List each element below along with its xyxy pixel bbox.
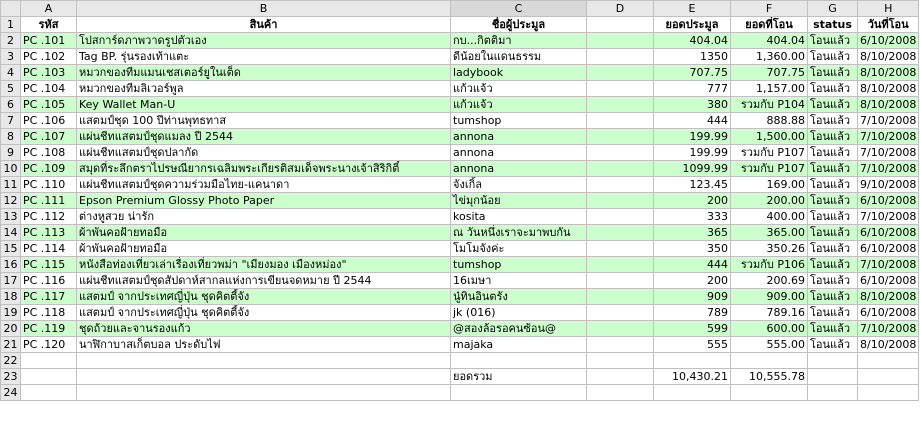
bidder-cell[interactable]: จังเกิ้ล [451,177,587,193]
empty-cell[interactable] [858,369,919,385]
empty-cell[interactable] [587,177,654,193]
table-row [1,129,919,145]
code-cell[interactable]: PC .114 [21,241,77,257]
header-bidder-cell[interactable]: ชื่อผู้ประมูล [451,17,587,33]
bidder-cell[interactable]: ไข่มุกน้อย [451,193,587,209]
total-row [1,369,919,385]
bidder-cell[interactable]: kosita [451,209,587,225]
status-cell[interactable]: โอนแล้ว [808,145,858,161]
code-cell[interactable]: PC .107 [21,129,77,145]
status-cell[interactable]: โอนแล้ว [808,33,858,49]
code-cell[interactable]: PC .115 [21,257,77,273]
product-cell[interactable]: Epson Premium Glossy Photo Paper [77,193,451,209]
transfer-date-cell[interactable]: 7/10/2008 [858,321,919,337]
empty-cell[interactable] [587,257,654,273]
code-cell[interactable]: PC .116 [21,273,77,289]
transfer-amount-cell[interactable]: 200.69 [731,273,808,289]
empty-cell[interactable] [808,385,858,401]
select-all-corner[interactable] [1,1,21,17]
empty-cell[interactable] [587,49,654,65]
empty-cell[interactable] [21,353,77,369]
transfer-date-cell[interactable]: 8/10/2008 [858,97,919,113]
empty-cell[interactable] [451,353,587,369]
bidder-cell[interactable]: @สองล้อรอคนซ้อน@ [451,321,587,337]
empty-cell[interactable] [587,65,654,81]
table-row [1,97,919,113]
empty-cell[interactable] [587,81,654,97]
bid-amount-cell[interactable]: 909 [654,289,731,305]
bidder-cell[interactable]: majaka [451,337,587,353]
row-number[interactable]: 4 [1,65,21,81]
row-number[interactable]: 1 [1,17,21,33]
code-cell[interactable]: PC .111 [21,193,77,209]
row-number[interactable]: 17 [1,273,21,289]
row-number[interactable]: 8 [1,129,21,145]
column-header-g[interactable]: G [808,1,858,17]
status-cell[interactable]: โอนแล้ว [808,65,858,81]
transfer-date-cell[interactable]: 6/10/2008 [858,193,919,209]
code-cell[interactable]: PC .119 [21,321,77,337]
transfer-amount-cell[interactable]: 200.00 [731,193,808,209]
status-cell[interactable]: โอนแล้ว [808,225,858,241]
product-cell[interactable]: Tag BP. รุ่นรองเท้าแตะ [77,49,451,65]
transfer-amount-cell[interactable]: 555.00 [731,337,808,353]
row-number[interactable]: 3 [1,49,21,65]
bid-total-cell[interactable]: 10,430.21 [654,369,731,385]
table-row [1,33,919,49]
transfer-amount-cell[interactable]: 1,360.00 [731,49,808,65]
product-cell[interactable]: หนังสือท่องเที่ยวเล่าเรื่องเที่ยวพม่า "เมียงมอง เมืองหม่อง" [77,257,451,273]
transfer-date-cell[interactable]: 9/10/2008 [858,177,919,193]
empty-cell[interactable] [858,385,919,401]
bid-amount-cell[interactable]: 333 [654,209,731,225]
bid-amount-cell[interactable]: 444 [654,257,731,273]
transfer-date-cell[interactable]: 6/10/2008 [858,33,919,49]
row-number[interactable]: 7 [1,113,21,129]
bid-amount-cell[interactable]: 380 [654,97,731,113]
row-number[interactable]: 14 [1,225,21,241]
row-number[interactable]: 10 [1,161,21,177]
status-cell[interactable]: โอนแล้ว [808,161,858,177]
table-row [1,225,919,241]
header-status-cell[interactable]: status [808,17,858,33]
bid-amount-cell[interactable]: 777 [654,81,731,97]
transfer-date-cell[interactable]: 6/10/2008 [858,273,919,289]
transfer-amount-cell[interactable]: 365.00 [731,225,808,241]
code-cell[interactable]: PC .110 [21,177,77,193]
column-header-row [1,1,919,17]
table-row [1,145,919,161]
transfer-date-cell[interactable]: 7/10/2008 [858,129,919,145]
transfer-date-cell[interactable]: 6/10/2008 [858,241,919,257]
bidder-cell[interactable]: กบ...กิตติมา [451,33,587,49]
bidder-cell[interactable]: tumshop [451,257,587,273]
status-cell[interactable]: โอนแล้ว [808,81,858,97]
product-cell[interactable]: แผ่นชีทแสตมป์ชุดความร่วมมือไทย-แคนาดา [77,177,451,193]
transfer-date-cell[interactable]: 8/10/2008 [858,289,919,305]
column-header-f[interactable]: F [731,1,808,17]
status-cell[interactable]: โอนแล้ว [808,273,858,289]
transfer-date-cell[interactable]: 7/10/2008 [858,161,919,177]
bidder-cell[interactable]: แก้วแจ้ว [451,97,587,113]
empty-cell[interactable] [587,305,654,321]
transfer-amount-cell[interactable]: 400.00 [731,209,808,225]
code-cell[interactable]: PC .101 [21,33,77,49]
bidder-cell[interactable]: แก้วแจ้ว [451,81,587,97]
code-cell[interactable]: PC .117 [21,289,77,305]
row-number[interactable]: 12 [1,193,21,209]
table-row [1,305,919,321]
code-cell[interactable]: PC .108 [21,145,77,161]
bidder-cell[interactable]: annona [451,145,587,161]
bid-amount-cell[interactable]: 707.75 [654,65,731,81]
code-cell[interactable]: PC .109 [21,161,77,177]
empty-cell[interactable] [731,385,808,401]
row-number[interactable]: 2 [1,33,21,49]
column-header-c[interactable]: C [451,1,587,17]
status-cell[interactable]: โอนแล้ว [808,193,858,209]
bidder-cell[interactable]: 16เมษา [451,273,587,289]
empty-cell[interactable] [587,385,654,401]
status-cell[interactable]: โอนแล้ว [808,337,858,353]
empty-cell[interactable] [587,129,654,145]
transfer-amount-cell[interactable]: 404.04 [731,33,808,49]
status-cell[interactable]: โอนแล้ว [808,289,858,305]
bidder-cell[interactable]: ดีน้อยในแดนธรรม [451,49,587,65]
transfer-amount-cell[interactable]: รวมกับ P104 [731,97,808,113]
transfer-amount-cell[interactable]: รวมกับ P107 [731,161,808,177]
transfer-date-cell[interactable]: 7/10/2008 [858,209,919,225]
bid-amount-cell[interactable]: 1099.99 [654,161,731,177]
table-row [1,337,919,353]
table-row [1,81,919,97]
empty-cell[interactable] [77,385,451,401]
product-cell[interactable]: แสตมป์ชุด 100 ปีท่านพุทธทาส [77,113,451,129]
bid-amount-cell[interactable]: 789 [654,305,731,321]
transfer-amount-cell[interactable]: รวมกับ P106 [731,257,808,273]
bidder-cell[interactable]: tumshop [451,113,587,129]
transfer-date-cell[interactable]: 8/10/2008 [858,337,919,353]
transfer-amount-cell[interactable]: รวมกับ P107 [731,145,808,161]
row-number[interactable]: 5 [1,81,21,97]
bidder-cell[interactable]: annona [451,161,587,177]
bid-amount-cell[interactable]: 444 [654,113,731,129]
row-number[interactable]: 6 [1,97,21,113]
bidder-cell[interactable]: annona [451,129,587,145]
product-cell[interactable]: ชุดถ้วยและจานรองแก้ว [77,321,451,337]
total-label-cell[interactable]: ยอดรวม [451,369,587,385]
transfer-date-cell[interactable]: 6/10/2008 [858,225,919,241]
transfer-amount-cell[interactable]: 909.00 [731,289,808,305]
empty-cell[interactable] [587,97,654,113]
product-cell[interactable]: ต่างหูสวย น่ารัก [77,209,451,225]
table-row [1,113,919,129]
row-number[interactable]: 21 [1,337,21,353]
transfer-amount-cell[interactable]: 1,157.00 [731,81,808,97]
header-d-cell[interactable] [587,17,654,33]
empty-cell[interactable] [731,353,808,369]
product-cell[interactable]: แสตมป์ จากประเทศญี่ปุ่น ชุดคิตตี้จัง [77,289,451,305]
header-bid-amount-cell[interactable]: ยอดประมูล [654,17,731,33]
bid-amount-cell[interactable]: 200 [654,273,731,289]
column-header-b[interactable]: B [77,1,451,17]
empty-row [1,385,919,401]
transfer-date-cell[interactable]: 8/10/2008 [858,65,919,81]
status-cell[interactable]: โอนแล้ว [808,241,858,257]
table-row [1,289,919,305]
header-transfer-amount-cell[interactable]: ยอดที่โอน [731,17,808,33]
empty-cell[interactable] [587,353,654,369]
empty-cell[interactable] [587,321,654,337]
empty-cell[interactable] [77,353,451,369]
empty-cell[interactable] [587,33,654,49]
status-cell[interactable]: โอนแล้ว [808,129,858,145]
transfer-amount-cell[interactable]: 1,500.00 [731,129,808,145]
transfer-amount-cell[interactable]: 707.75 [731,65,808,81]
transfer-amount-cell[interactable]: 350.26 [731,241,808,257]
table-row [1,65,919,81]
empty-cell[interactable] [21,385,77,401]
empty-cell[interactable] [587,161,654,177]
table-header-row [1,17,919,33]
code-cell[interactable]: PC .106 [21,113,77,129]
status-cell[interactable]: โอนแล้ว [808,257,858,273]
header-transfer-date-cell[interactable]: วันที่โอน [858,17,919,33]
bid-amount-cell[interactable]: 404.04 [654,33,731,49]
empty-cell[interactable] [587,241,654,257]
empty-cell[interactable] [587,369,654,385]
bidder-cell[interactable]: ladybook [451,65,587,81]
status-cell[interactable]: โอนแล้ว [808,305,858,321]
table-row [1,241,919,257]
code-cell[interactable]: PC .120 [21,337,77,353]
empty-cell[interactable] [451,385,587,401]
product-cell[interactable]: ผ้าพันคอฝ้ายทอมือ [77,241,451,257]
table-row [1,177,919,193]
product-cell[interactable]: สมุดที่ระลึกตราไปรษณียากรเฉลิมพระเกียรติสมเด็จพระนางเจ้าสิริกิติ์ [77,161,451,177]
row-number[interactable]: 16 [1,257,21,273]
empty-cell[interactable] [808,369,858,385]
transfer-total-cell[interactable]: 10,555.78 [731,369,808,385]
empty-row [1,353,919,369]
bidder-cell[interactable]: ณ วันหนึ่งเราจะมาพบกัน [451,225,587,241]
empty-cell[interactable] [587,193,654,209]
product-cell[interactable]: หมวกของทีมลิเวอร์พูล [77,81,451,97]
column-header-d[interactable]: D [587,1,654,17]
row-number[interactable]: 22 [1,353,21,369]
bidder-cell[interactable]: โมโมจังค่ะ [451,241,587,257]
table-row [1,209,919,225]
bid-amount-cell[interactable]: 350 [654,241,731,257]
empty-cell[interactable] [808,353,858,369]
table-row [1,321,919,337]
empty-cell[interactable] [587,225,654,241]
bid-amount-cell[interactable]: 200 [654,193,731,209]
empty-cell[interactable] [77,369,451,385]
status-cell[interactable]: โอนแล้ว [808,209,858,225]
transfer-date-cell[interactable]: 8/10/2008 [858,81,919,97]
code-cell[interactable]: PC .103 [21,65,77,81]
product-cell[interactable]: Key Wallet Man-U [77,97,451,113]
status-cell[interactable]: โอนแล้ว [808,113,858,129]
row-number[interactable]: 19 [1,305,21,321]
bidder-cell[interactable]: jk (016) [451,305,587,321]
row-number[interactable]: 13 [1,209,21,225]
empty-cell[interactable] [587,289,654,305]
table-row [1,273,919,289]
product-cell[interactable]: แผ่นชีทแสตมป์ชุดสัปดาห์สากลแห่งการเขียนจดหมาย ปี 2544 [77,273,451,289]
product-cell[interactable]: โปสการ์ดภาพวาดรูปตัวเอง [77,33,451,49]
bid-amount-cell[interactable]: 599 [654,321,731,337]
row-number[interactable]: 24 [1,385,21,401]
header-product-cell[interactable]: สินค้า [77,17,451,33]
product-cell[interactable]: แสตมป์ จากประเทศญี่ปุ่น ชุดคิตตี้จัง [77,305,451,321]
code-cell[interactable]: PC .102 [21,49,77,65]
row-number[interactable]: 11 [1,177,21,193]
empty-cell[interactable] [21,369,77,385]
table-row [1,49,919,65]
header-code-cell[interactable]: รหัส [21,17,77,33]
status-cell[interactable]: โอนแล้ว [808,49,858,65]
bid-amount-cell[interactable]: 199.99 [654,129,731,145]
table-row [1,193,919,209]
transfer-date-cell[interactable]: 6/10/2008 [858,305,919,321]
code-cell[interactable]: PC .104 [21,81,77,97]
transfer-date-cell[interactable]: 7/10/2008 [858,113,919,129]
bid-amount-cell[interactable]: 123.45 [654,177,731,193]
empty-cell[interactable] [587,145,654,161]
bid-amount-cell[interactable]: 555 [654,337,731,353]
product-cell[interactable]: แผ่นชีทแสตมป์ชุดแมลง ปี 2544 [77,129,451,145]
bid-amount-cell[interactable]: 1350 [654,49,731,65]
row-number[interactable]: 9 [1,145,21,161]
status-cell[interactable]: โอนแล้ว [808,177,858,193]
transfer-amount-cell[interactable]: 600.00 [731,321,808,337]
table-row [1,161,919,177]
status-cell[interactable]: โอนแล้ว [808,97,858,113]
status-cell[interactable]: โอนแล้ว [808,321,858,337]
transfer-amount-cell[interactable]: 169.00 [731,177,808,193]
row-number[interactable]: 18 [1,289,21,305]
product-cell[interactable]: หมวกของทีมแมนเชสเตอร์ยูในเต็ด [77,65,451,81]
column-header-e[interactable]: E [654,1,731,17]
column-header-a[interactable]: A [21,1,77,17]
empty-cell[interactable] [654,353,731,369]
transfer-amount-cell[interactable]: 789.16 [731,305,808,321]
empty-cell[interactable] [587,337,654,353]
code-cell[interactable]: PC .113 [21,225,77,241]
product-cell[interactable]: นาฬิกาบาสเก็ตบอล ประดับไฟ [77,337,451,353]
row-number[interactable]: 15 [1,241,21,257]
transfer-date-cell[interactable]: 7/10/2008 [858,145,919,161]
table-row [1,257,919,273]
empty-cell[interactable] [858,353,919,369]
empty-cell[interactable] [587,209,654,225]
empty-cell[interactable] [654,385,731,401]
empty-cell[interactable] [587,273,654,289]
column-header-h[interactable]: H [858,1,919,17]
transfer-amount-cell[interactable]: 888.88 [731,113,808,129]
code-cell[interactable]: PC .118 [21,305,77,321]
code-cell[interactable]: PC .112 [21,209,77,225]
bid-amount-cell[interactable]: 365 [654,225,731,241]
product-cell[interactable]: แผ่นชีทแสตมป์ชุดปลากัด [77,145,451,161]
code-cell[interactable]: PC .105 [21,97,77,113]
empty-cell[interactable] [587,113,654,129]
bidder-cell[interactable]: นู๋ทินอินตรัง [451,289,587,305]
transfer-date-cell[interactable]: 8/10/2008 [858,49,919,65]
transfer-date-cell[interactable]: 7/10/2008 [858,257,919,273]
bid-amount-cell[interactable]: 199.99 [654,145,731,161]
row-number[interactable]: 20 [1,321,21,337]
product-cell[interactable]: ผ้าพันคอฝ้ายทอมือ [77,225,451,241]
row-number[interactable]: 23 [1,369,21,385]
